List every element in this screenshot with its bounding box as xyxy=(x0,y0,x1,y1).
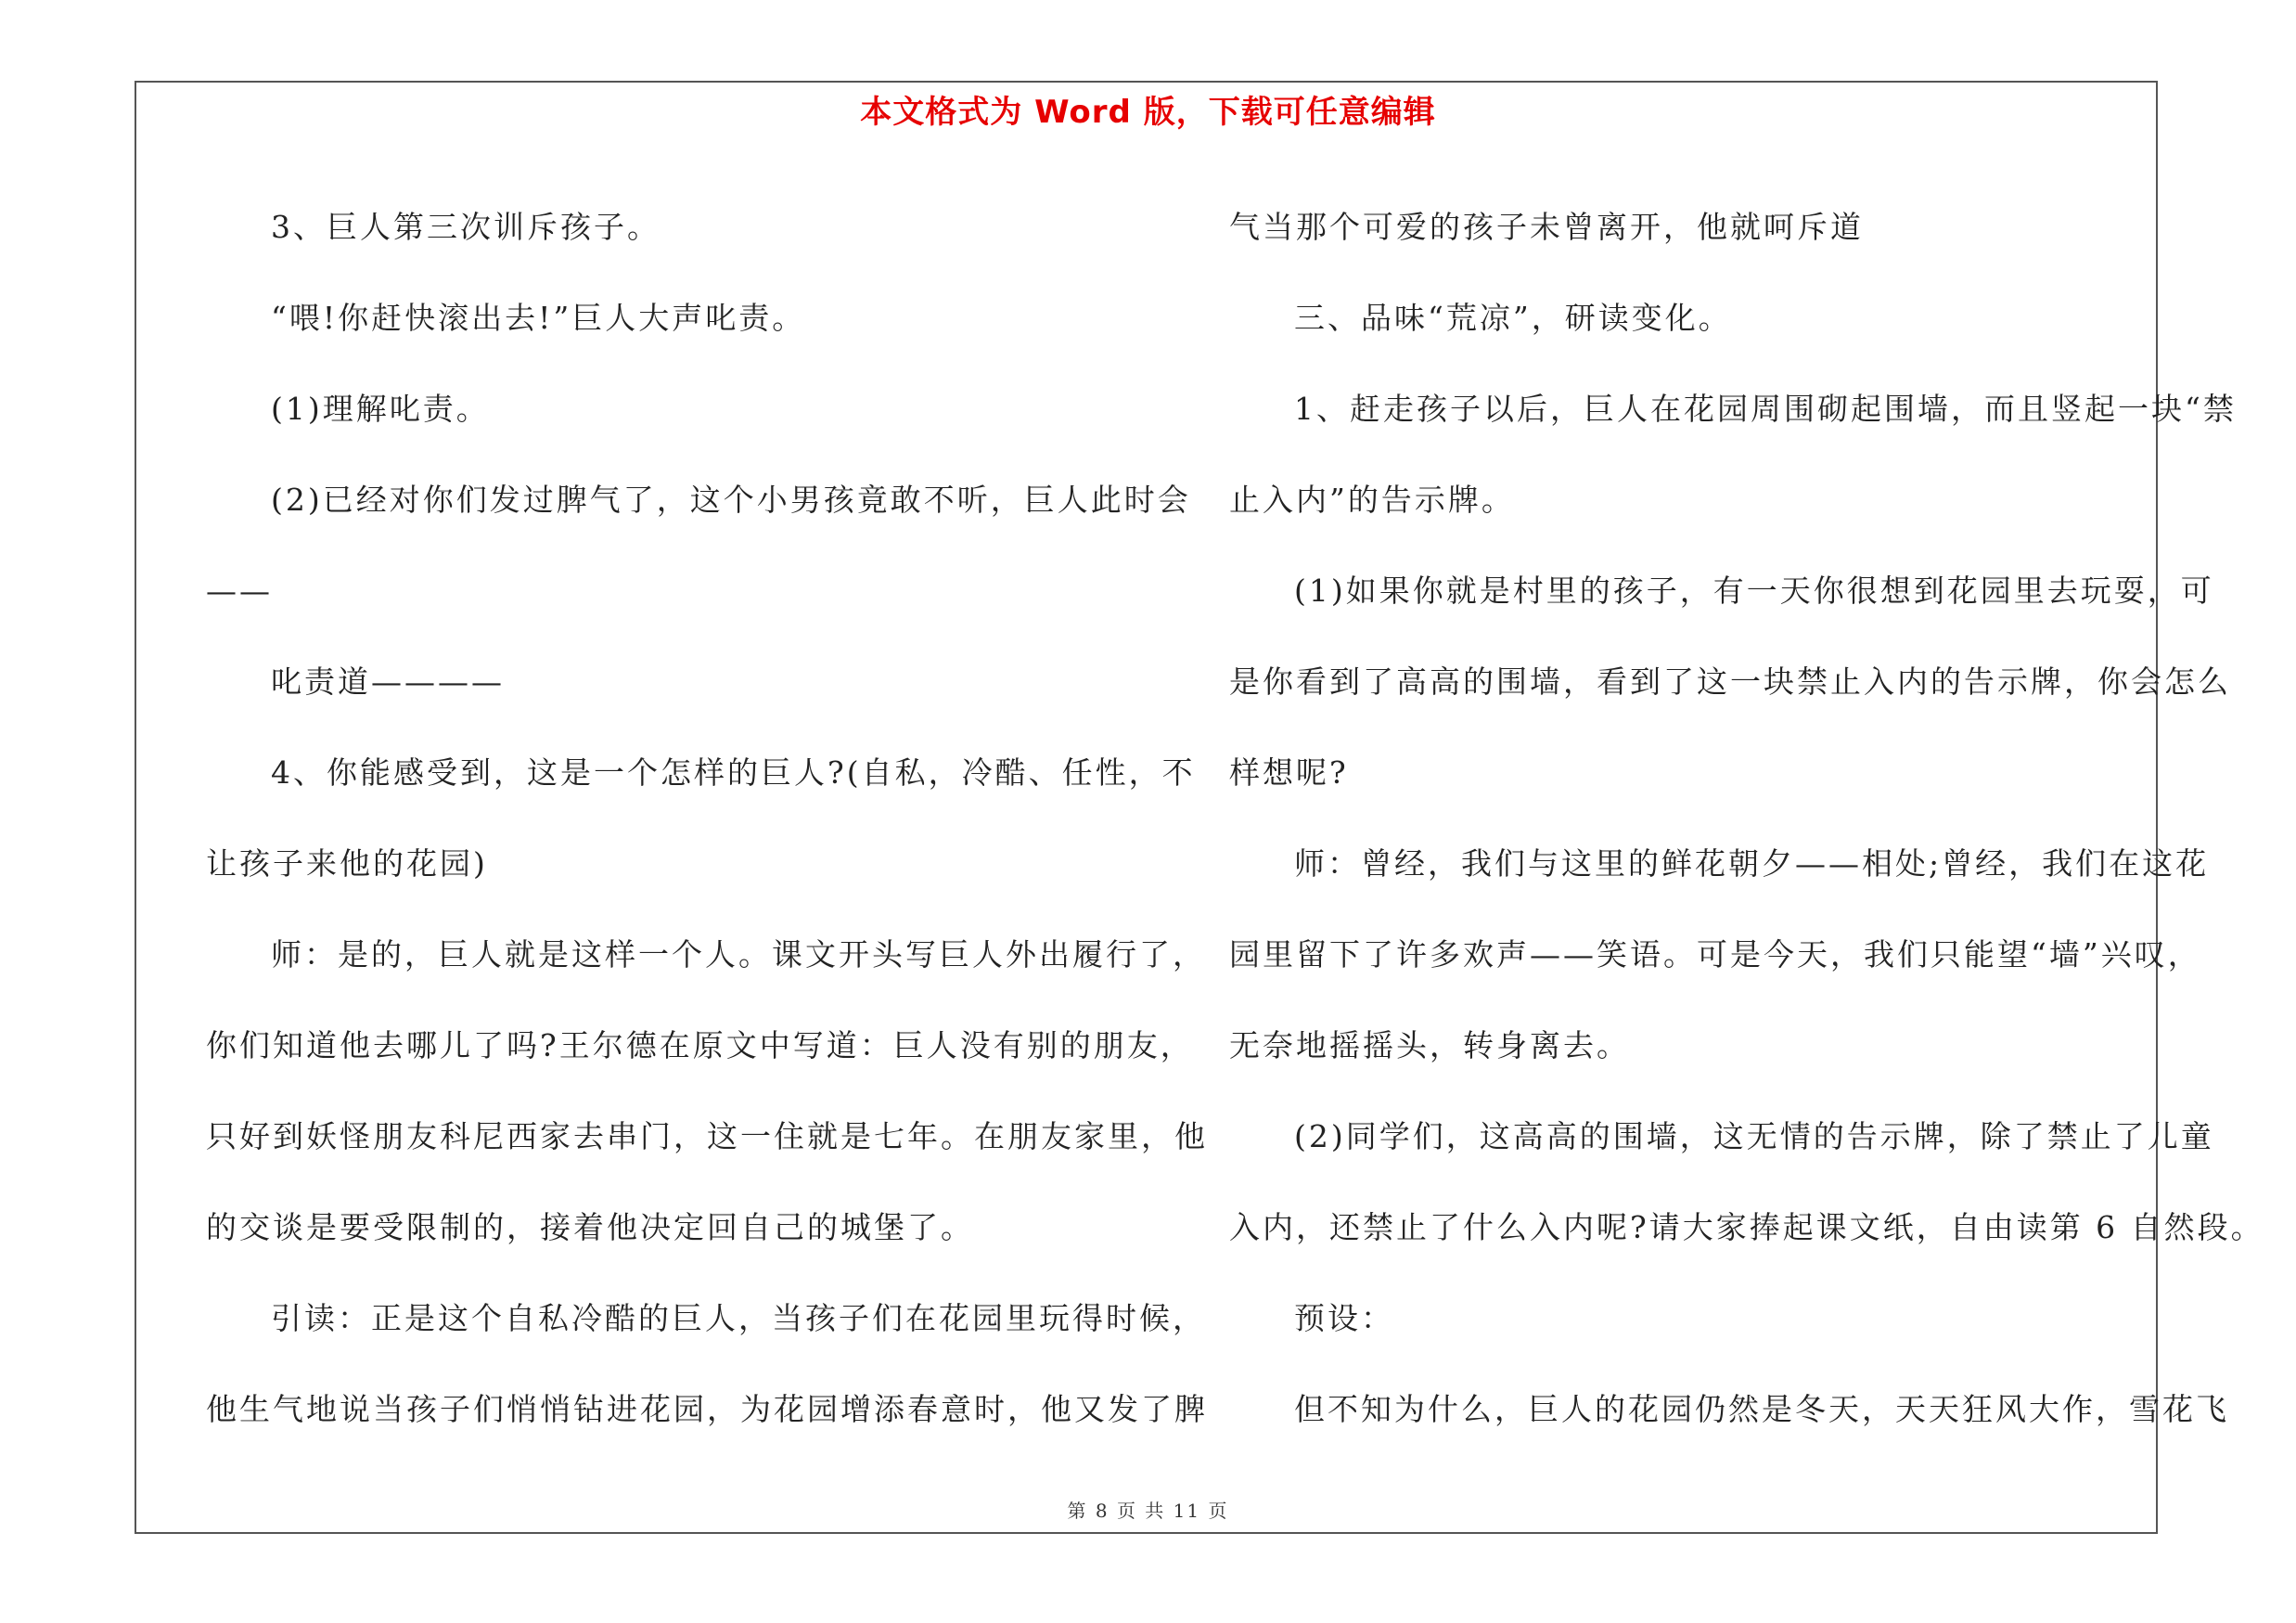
paragraph: 让孩子来他的花园) xyxy=(206,845,488,882)
paragraph: 样想呢? xyxy=(1229,754,1349,791)
paragraph: 1、赶走孩子以后，巨人在花园周围砌起围墙，而且竖起一块“禁 xyxy=(1294,391,2237,427)
paragraph: 但不知为什么，巨人的花园仍然是冬天，天天狂风大作，雪花飞 xyxy=(1294,1391,2229,1427)
paragraph: (2)已经对你们发过脾气了，这个小男孩竟敢不听，巨人此时会 xyxy=(271,482,1191,518)
paragraph: 的交谈是要受限制的，接着他决定回自己的城堡了。 xyxy=(206,1209,974,1245)
paragraph: (1)如果你就是村里的孩子，有一天你很想到花园里去玩耍，可 xyxy=(1294,573,2214,609)
page-header: 本文格式为 Word 版，下载可任意编辑 xyxy=(860,94,1436,131)
paragraph: 园里留下了许多欢声——笑语。可是今天，我们只能望“墙”兴叹， xyxy=(1229,936,2201,973)
paragraph: 止入内”的告示牌。 xyxy=(1229,482,1515,518)
paragraph: 3、巨人第三次训斥孩子。 xyxy=(271,209,661,245)
paragraph: 师：是的，巨人就是这样一个人。课文开头写巨人外出履行了， xyxy=(271,936,1206,973)
paragraph: (2)同学们，这高高的围墙，这无情的告示牌，除了禁止了儿童 xyxy=(1294,1118,2214,1154)
paragraph: 只好到妖怪朋友科尼西家去串门，这一住就是七年。在朋友家里，他 xyxy=(206,1118,1208,1154)
paragraph: 4、你能感受到，这是一个怎样的巨人?(自私，冷酷、任性，不 xyxy=(271,754,1196,791)
left-column xyxy=(206,182,1208,1455)
page-number: 第 8 页 共 11 页 xyxy=(1067,1500,1229,1522)
paragraph: 叱责道———— xyxy=(271,663,505,700)
paragraph: (1)理解叱责。 xyxy=(271,391,490,427)
paragraph: —— xyxy=(206,573,273,609)
paragraph: “喂!你赶快滚出去!”巨人大声叱责。 xyxy=(271,300,806,336)
paragraph: 三、品味“荒凉”，研读变化。 xyxy=(1294,300,1732,336)
paragraph: 引读：正是这个自私冷酷的巨人，当孩子们在花园里玩得时候， xyxy=(271,1300,1206,1336)
paragraph: 你们知道他去哪儿了吗?王尔德在原文中写道：巨人没有别的朋友， xyxy=(206,1027,1194,1063)
paragraph: 无奈地摇摇头，转身离去。 xyxy=(1229,1027,1630,1063)
paragraph: 入内，还禁止了什么入内呢?请大家捧起课文纸，自由读第 6 自然段。 xyxy=(1229,1209,2264,1245)
paragraph: 他生气地说当孩子们悄悄钻进花园，为花园增添春意时，他又发了脾 xyxy=(206,1391,1208,1427)
paragraph: 预设： xyxy=(1294,1300,1394,1336)
right-column xyxy=(1229,182,2264,1455)
paragraph: 气当那个可爱的孩子未曾离开，他就呵斥道 xyxy=(1229,209,1864,245)
paragraph: 是你看到了高高的围墙，看到了这一块禁止入内的告示牌，你会怎么 xyxy=(1229,663,2231,700)
paragraph: 师：曾经，我们与这里的鲜花朝夕——相处;曾经，我们在这花 xyxy=(1294,845,2210,882)
